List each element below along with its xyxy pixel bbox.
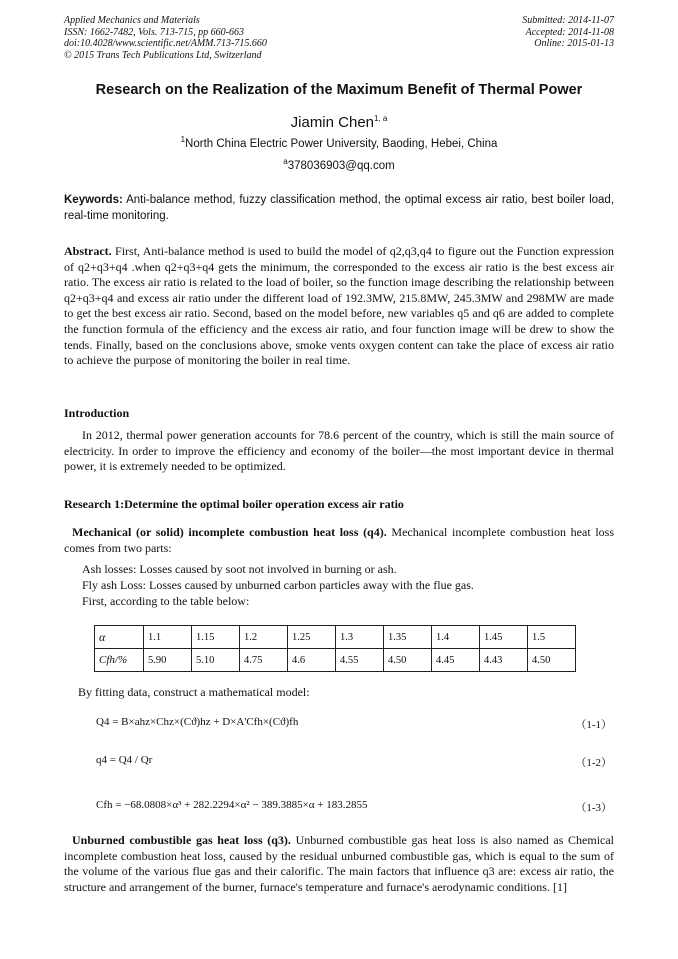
table-cell: 4.45 — [432, 649, 480, 672]
submitted-date: Submitted: 2014-11-07 — [522, 15, 614, 26]
table-cell: 1.5 — [528, 626, 576, 649]
table-cell: 5.10 — [192, 649, 240, 672]
table-row-head-alpha: α — [95, 626, 144, 649]
mechanical-loss-paragraph — [64, 525, 614, 556]
fitting-text: By fitting data, construct a mathematical model: — [78, 685, 310, 699]
journal-name: Applied Mechanics and Materials — [64, 15, 200, 26]
equation-1-3: Cfh = −68.0808×α³ + 282.2294×α² − 389.3885×α + 183.2855 — [96, 799, 368, 811]
email — [40, 157, 638, 172]
mechanical-loss-text: Mechanical incomplete combustion heat loss comes from two parts: — [64, 525, 614, 555]
equation-number-1-3: （1-3） — [575, 802, 612, 814]
author-name: Jiamin Chen — [290, 114, 375, 131]
journal-issn: ISSN: 1662-7482, Vols. 713-715, pp 660-663 — [64, 26, 244, 38]
journal-header — [64, 15, 267, 61]
abstract-text: First, Anti-balance method is used to build the model of q2,q3,q4 to figure out the Function expression of q2+q3+q4 .when q2+q3+q4 gets the minimum, the corresponded to the excess air ratio is the best excess air ratio. The excess air ratio is related to the load of boiler, so the function image describing the relationship between q2+q3+q4 and excess air ratio under the different load of 192.3MW, 215.8MW, 245.3MW and 298MW are made to get the best excess air ratio. Second, based on the model before, new variables q5 and q6 are added to complete the function formula of the efficiency and the excess air ratio, and four function image will be drew to show the tends. Finally, based on the conclusions above, smoke vents oxygen content can take the place of excess air ratio to achieve the purpose of monitoring the boiler in real time. — [64, 244, 615, 368]
abstract-label: Abstract. — [64, 244, 112, 258]
table-cell: 4.43 — [480, 649, 528, 672]
table-cell: 4.55 — [336, 649, 384, 672]
ash-loss-text: Ash losses: Losses caused by soot not involved in burning or ash. — [82, 562, 397, 576]
unburned-gas-label: Unburned combustible gas heat loss (q3). — [72, 833, 291, 847]
table-cell: 1.25 — [288, 626, 336, 649]
equation-number-1-1: （1-1） — [575, 719, 612, 731]
equation-1-1: Q4 = B×ahz×Chz×(Cϑ)hz + D×A'Cfh×(Cϑ)fh — [96, 716, 299, 728]
keywords-label: Keywords: — [64, 194, 123, 206]
table-cell: 1.35 — [384, 626, 432, 649]
table-cell: 5.90 — [144, 649, 192, 672]
table-cell: 1.4 — [432, 626, 480, 649]
email-sup: a — [283, 157, 288, 167]
table-cell: 4.50 — [384, 649, 432, 672]
email-text: 378036903@qq.com — [287, 160, 395, 172]
keywords — [64, 193, 614, 224]
introduction-text: In 2012, thermal power generation accounts for 78.6 percent of the country, which is still the main source of electricity. In order to improve the efficiency and economy of the boiler—the most important device in thermal power, it is extremely needed to be optimized. — [64, 428, 614, 474]
mechanical-loss-label: Mechanical (or solid) incomplete combustion heat loss (q4). — [72, 525, 387, 539]
first-table-text: First, according to the table below: — [82, 594, 250, 608]
author — [40, 114, 638, 131]
abstract — [64, 244, 614, 369]
table-cell: 1.15 — [192, 626, 240, 649]
affiliation — [40, 135, 638, 150]
table-row — [95, 626, 576, 649]
table-cell: 1.3 — [336, 626, 384, 649]
introduction-heading: Introduction — [64, 406, 130, 420]
unburned-gas-paragraph — [64, 833, 614, 895]
data-table — [94, 625, 576, 672]
research1-heading: Research 1:Determine the optimal boiler operation excess air ratio — [64, 497, 404, 511]
journal-doi: doi:10.4028/www.scientific.net/AMM.713-715.660 — [64, 38, 267, 49]
equation-number-1-2: （1-2） — [575, 757, 612, 769]
journal-copyright: © 2015 Trans Tech Publications Ltd, Switzerland — [64, 49, 262, 61]
table-cell: 4.50 — [528, 649, 576, 672]
table-row — [95, 649, 576, 672]
keywords-text: Anti-balance method, fuzzy classification method, the optimal excess air ratio, best boiler load, real-time monitoring. — [64, 194, 615, 222]
paper-title: Research on the Realization of the Maximum Benefit of Thermal Power — [95, 82, 583, 98]
table-cell: 1.1 — [144, 626, 192, 649]
affiliation-sup: 1 — [180, 135, 186, 145]
table-row-head-cfh: Cfh/% — [95, 649, 144, 672]
equation-1-2: q4 = Q4 / Qr — [96, 754, 153, 766]
author-sup: 1, a — [374, 114, 388, 123]
table-cell: 4.6 — [288, 649, 336, 672]
online-date: Online: 2015-01-13 — [534, 38, 614, 49]
table-cell: 4.75 — [240, 649, 288, 672]
unburned-gas-text: Unburned combustible gas heat loss is also named as Chemical incomplete combustion heat loss, caused by the residual unburned combustible gas, which is equal to the sum of the volume of the various flue gas and their calorific. The main factors that influence q3 are: excess air ratio, the structure and arrangement of the burner, furnace's temperature and furnace's aerodynamic conditions. [1] — [64, 833, 615, 894]
table-cell: 1.45 — [480, 626, 528, 649]
table-cell: 1.2 — [240, 626, 288, 649]
fly-ash-loss-text: Fly ash Loss: Losses caused by unburned carbon particles away with the flue gas. — [82, 578, 474, 592]
affiliation-text: North China Electric Power University, Baoding, Hebei, China — [185, 138, 498, 150]
dates-header — [522, 15, 614, 50]
accepted-date: Accepted: 2014-11-08 — [525, 26, 614, 38]
